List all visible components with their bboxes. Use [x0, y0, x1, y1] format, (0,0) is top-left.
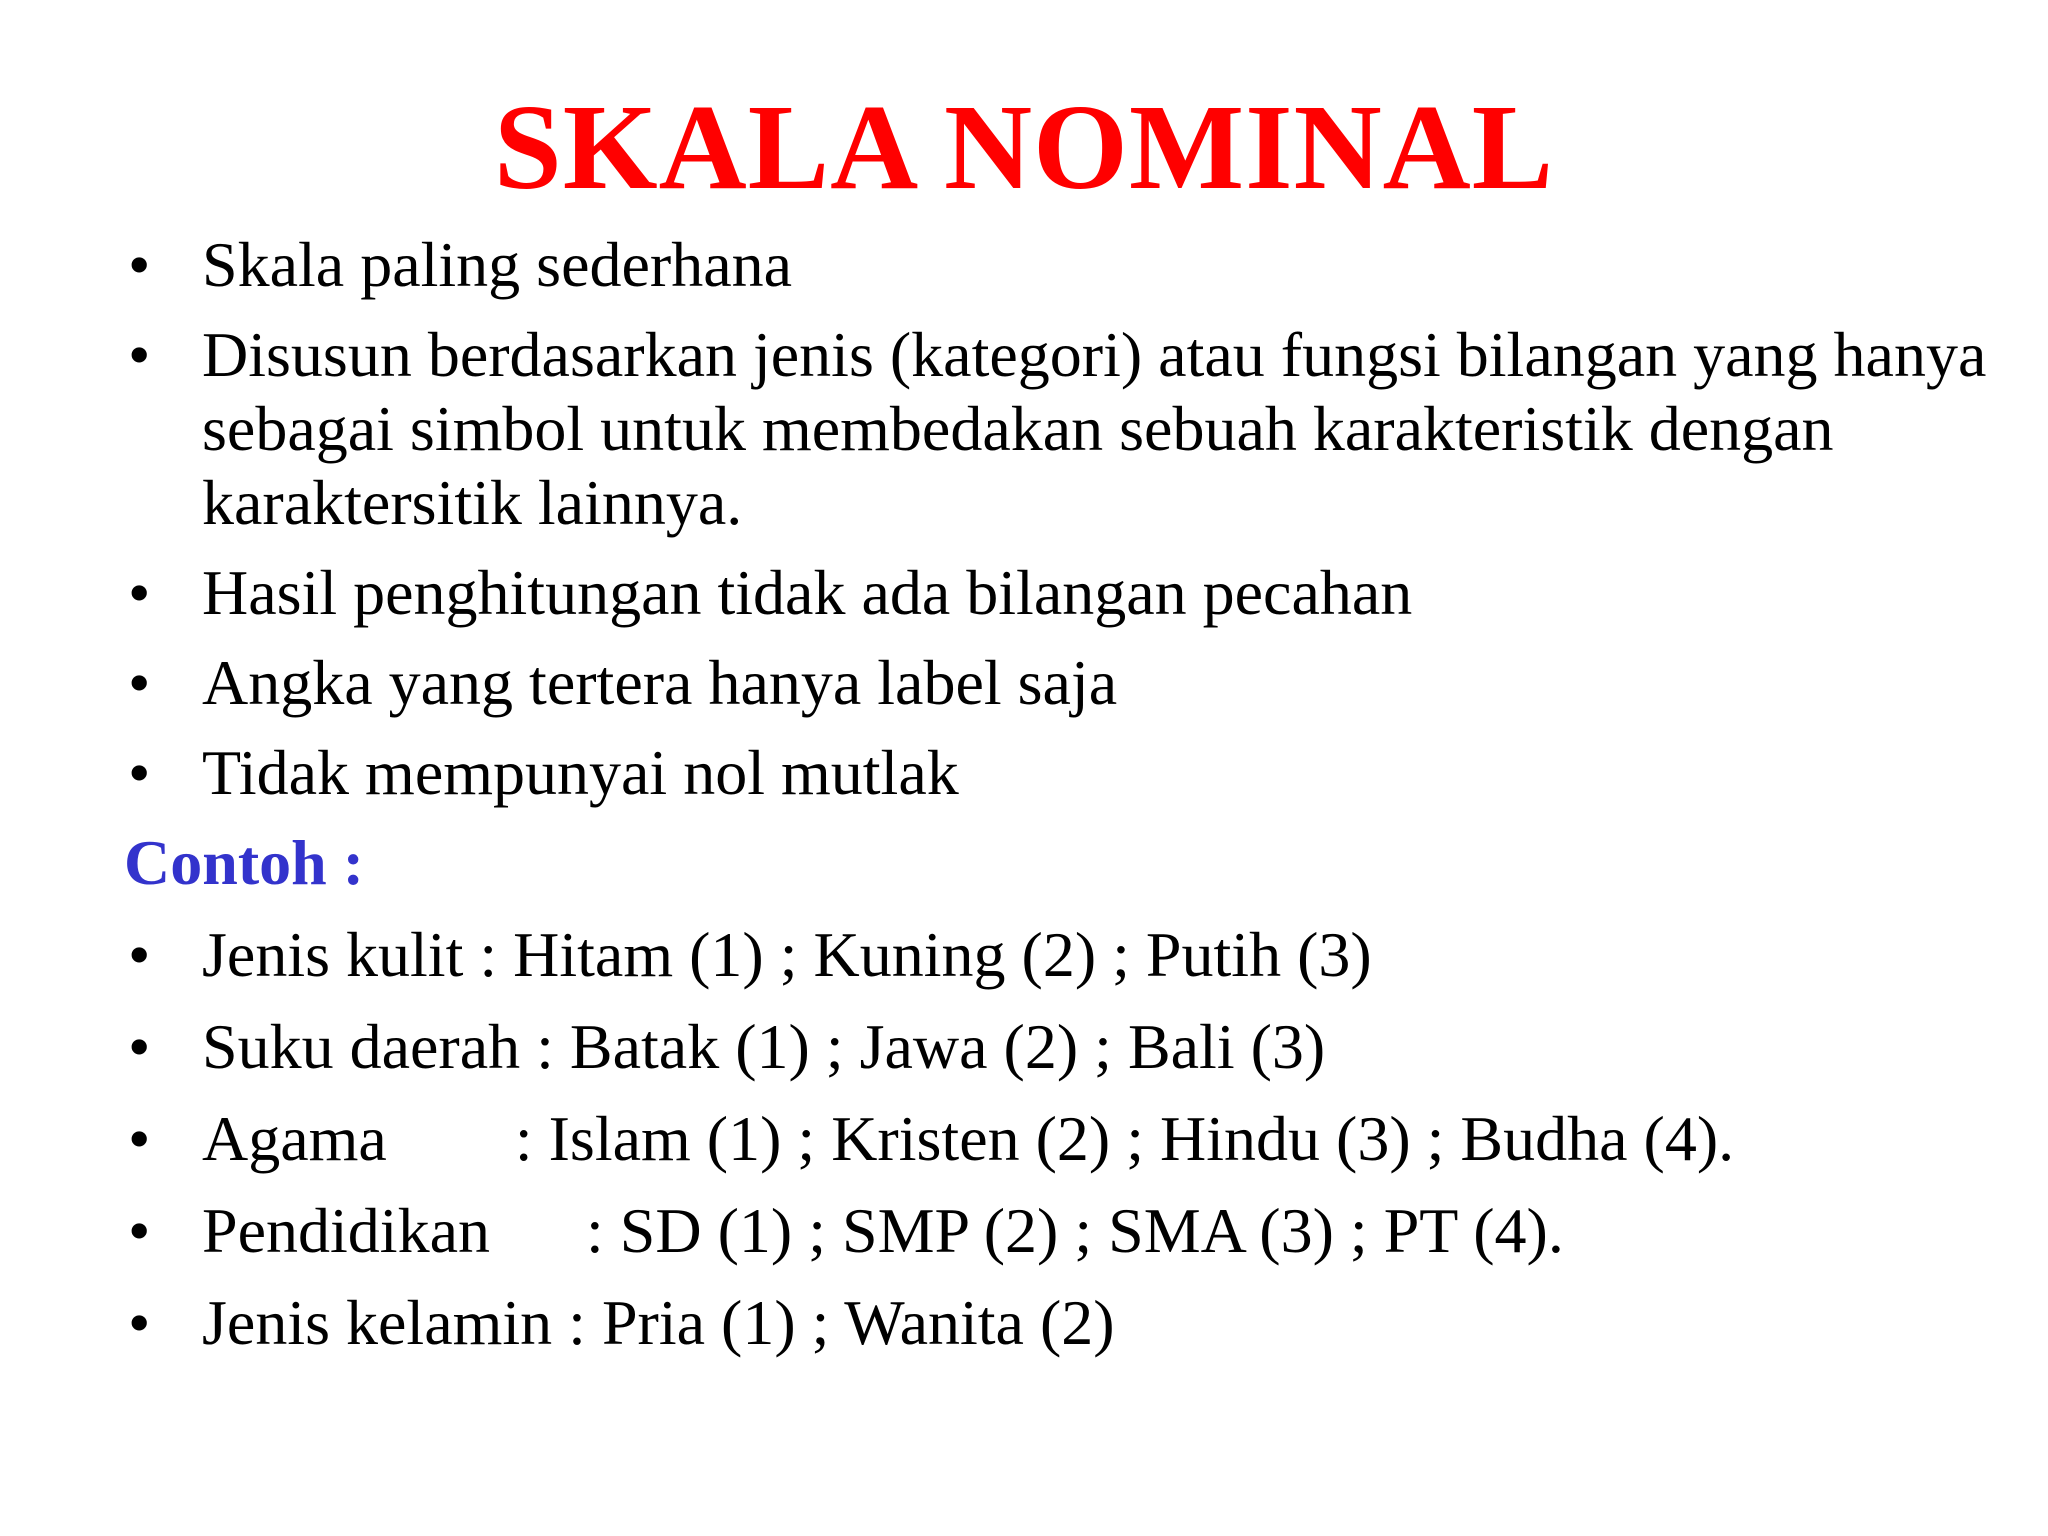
bullet-icon: • [128, 647, 151, 718]
list-item [124, 918, 2004, 992]
list-item [124, 1102, 2004, 1176]
list-item [124, 556, 2004, 630]
bullet-icon: • [128, 1195, 151, 1266]
list-item [124, 736, 2004, 810]
list-item [124, 318, 2004, 540]
list-item-text: Skala paling sederhana [202, 229, 792, 300]
list-item [124, 1194, 2004, 1268]
bullet-icon: • [128, 737, 151, 808]
example-heading: Contoh : [124, 827, 365, 898]
list-item-text: Agama : Islam (1) ; Kristen (2) ; Hindu (3) ; Budha (4). [202, 1103, 1735, 1174]
slide-title: SKALA NOMINAL [493, 80, 1555, 215]
list-item-text: Jenis kelamin : Pria (1) ; Wanita (2) [202, 1287, 1115, 1358]
bullet-icon: • [128, 1011, 151, 1082]
bullet-icon: • [128, 1103, 151, 1174]
list-item-text: Tidak mempunyai nol mutlak [202, 737, 959, 808]
list-item-text: Jenis kulit : Hitam (1) ; Kuning (2) ; Putih (3) [202, 919, 1372, 990]
list-item-text: Pendidikan : SD (1) ; SMP (2) ; SMA (3) ; PT (4). [202, 1195, 1564, 1266]
list-item [124, 1010, 2004, 1084]
bullet-icon: • [128, 229, 151, 300]
bullet-icon: • [128, 319, 151, 390]
bullet-icon: • [128, 1287, 151, 1358]
examples-list [124, 918, 2004, 1360]
list-item [124, 646, 2004, 720]
bullet-icon: • [128, 557, 151, 628]
list-item-text: Disusun berdasarkan jenis (kategori) atau fungsi bilangan yang hanya sebagai simbol untuk membedakan sebuah karakteristik dengan karaktersitik lainnya. [202, 319, 1987, 538]
list-item [124, 228, 2004, 302]
bullet-icon: • [128, 919, 151, 990]
characteristics-list [124, 228, 2004, 810]
list-item-text: Angka yang tertera hanya label saja [202, 647, 1118, 718]
list-item [124, 1286, 2004, 1360]
list-item-text: Hasil penghitungan tidak ada bilangan pecahan [202, 557, 1413, 628]
list-item-text: Suku daerah : Batak (1) ; Jawa (2) ; Bali (3) [202, 1011, 1326, 1082]
slide-content [124, 228, 2004, 1378]
